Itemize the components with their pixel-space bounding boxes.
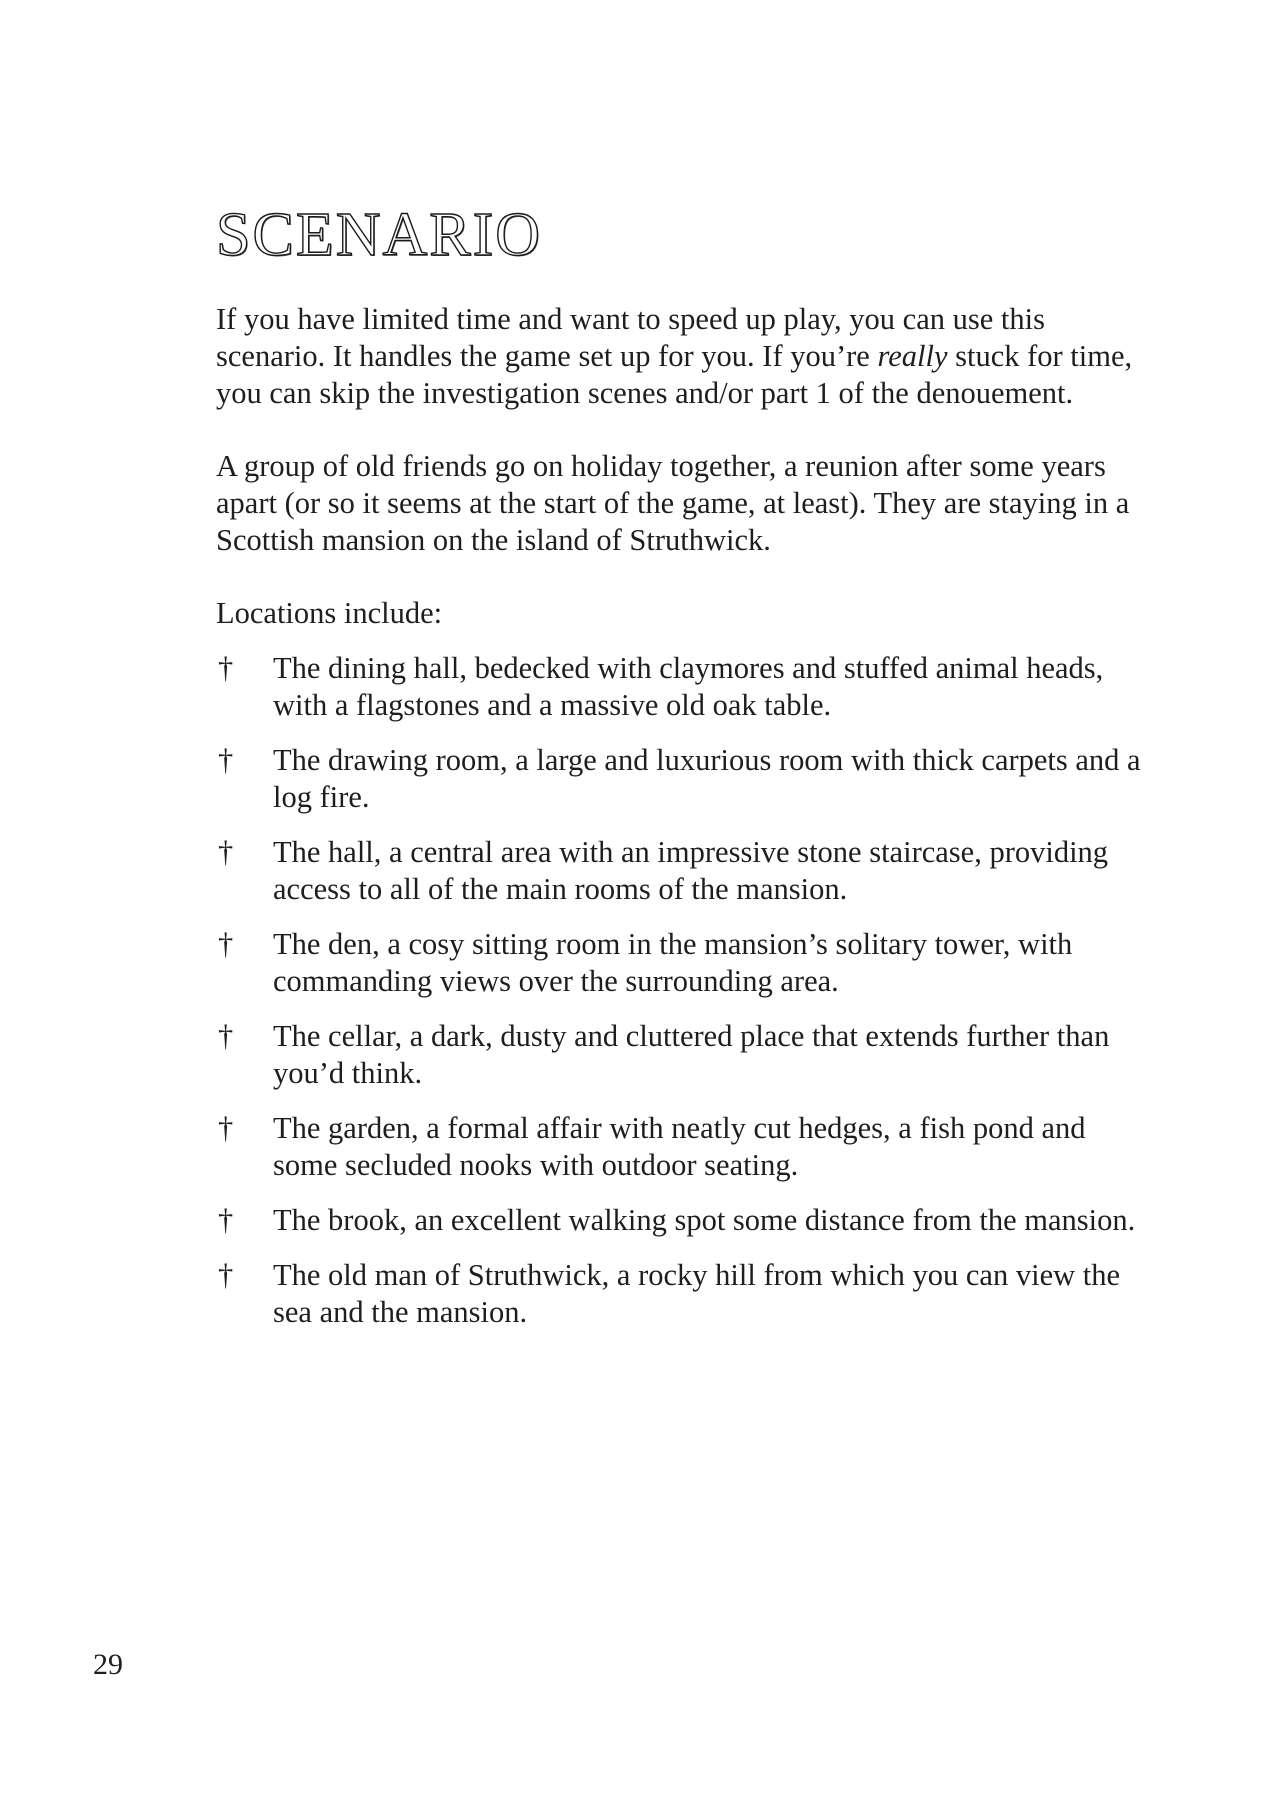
intro-paragraph	[216, 301, 1156, 412]
location-text: The cellar, a dark, dusty and cluttered place that extends further than you’d think.	[273, 1019, 1110, 1090]
dagger-bullet-icon: †	[218, 651, 234, 685]
location-text: The old man of Struthwick, a rocky hill from which you can view the sea and the mansion.	[273, 1258, 1121, 1329]
list-item	[216, 926, 1156, 1000]
list-item	[216, 1202, 1156, 1239]
list-item	[216, 742, 1156, 816]
list-item	[216, 834, 1156, 908]
dagger-bullet-icon: †	[218, 927, 234, 961]
dagger-bullet-icon: †	[218, 743, 234, 777]
page-content	[216, 200, 1156, 1349]
dagger-bullet-icon: †	[218, 835, 234, 869]
page-number: 29	[93, 1648, 123, 1681]
location-text: The den, a cosy sitting room in the mansion’s solitary tower, with commanding views over the surrounding area.	[273, 927, 1073, 998]
location-text: The garden, a formal affair with neatly cut hedges, a fish pond and some secluded nooks with outdoor seating.	[273, 1111, 1086, 1182]
page-title: SCENARIO	[216, 201, 543, 269]
location-text: The dining hall, bedecked with claymores and stuffed animal heads, with a flagstones and a massive old oak table.	[273, 651, 1104, 722]
list-item	[216, 650, 1156, 724]
location-text: The hall, a central area with an impressive stone staircase, providing access to all of the main rooms of the mansion.	[273, 835, 1109, 906]
locations-heading: Locations include:	[216, 596, 443, 630]
intro-emphasis: really	[877, 339, 948, 373]
premise-paragraph: A group of old friends go on holiday together, a reunion after some years apart (or so it seems at the start of the game, at least). They are staying in a Scottish mansion on the island of Struthwick.	[216, 449, 1130, 557]
location-text: The drawing room, a large and luxurious room with thick carpets and a log fire.	[273, 743, 1141, 814]
dagger-bullet-icon: †	[218, 1019, 234, 1053]
list-item	[216, 1257, 1156, 1331]
list-item	[216, 1018, 1156, 1092]
dagger-bullet-icon: †	[218, 1203, 234, 1237]
dagger-bullet-icon: †	[218, 1111, 234, 1145]
locations-list	[216, 650, 1156, 1331]
intro-text-start: If you have limited time and want to speed up play, you can use this scenario. It handles the game set up for you. If you’re	[216, 302, 1045, 373]
list-item	[216, 1110, 1156, 1184]
intro-text-end: stuck for time, you can skip the investigation scenes and/or part 1 of the denouement.	[216, 339, 1133, 410]
dagger-bullet-icon: †	[218, 1258, 234, 1292]
location-text: The brook, an excellent walking spot some distance from the mansion.	[273, 1203, 1136, 1237]
